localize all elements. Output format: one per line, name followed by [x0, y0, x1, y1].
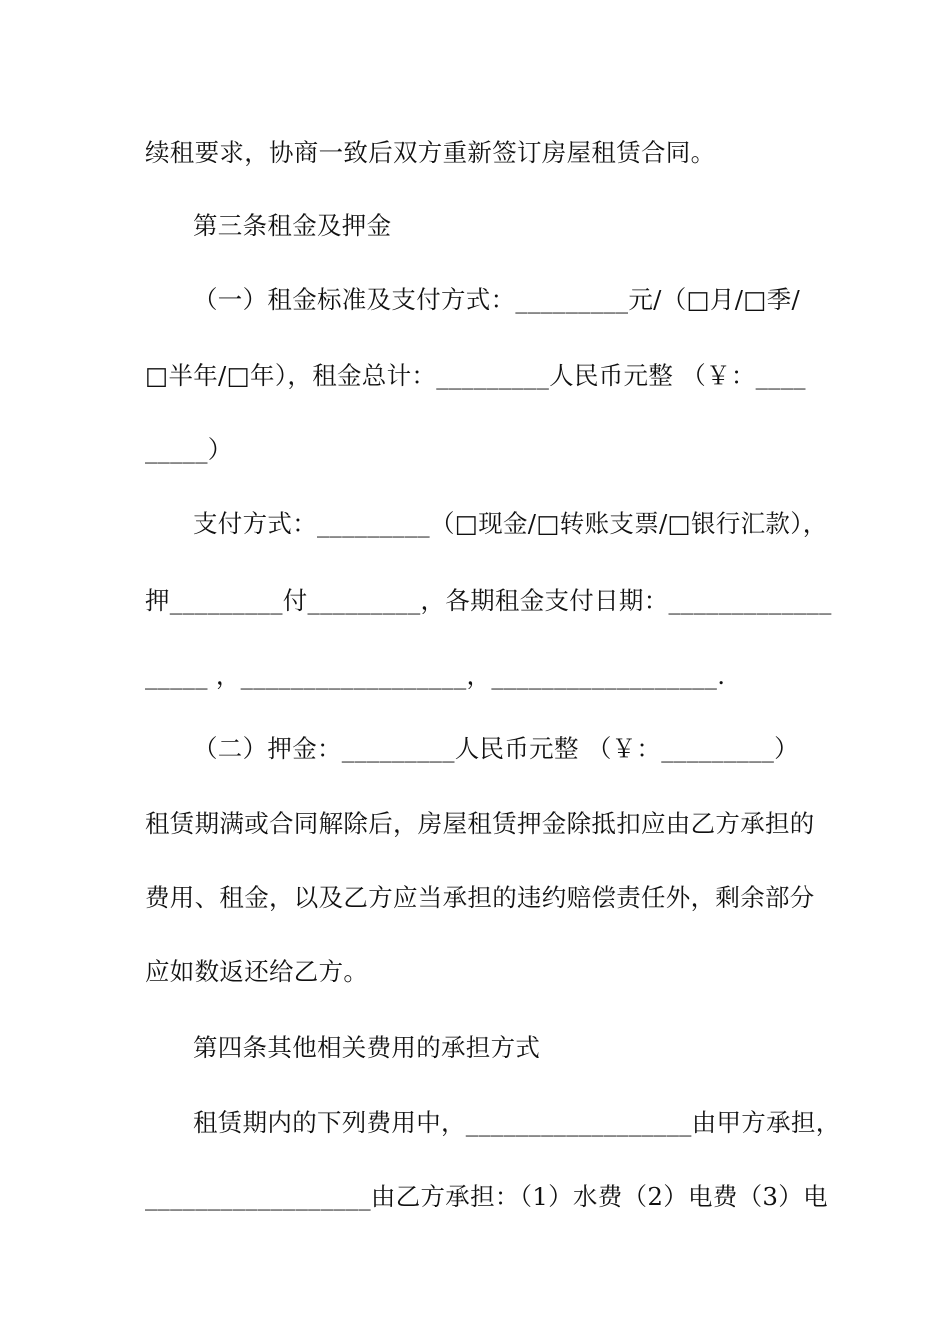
paragraph-line: 支付方式：_________（□现金/□转账支票/□银行汇款），: [193, 509, 828, 538]
section-heading: 第三条租金及押金: [193, 211, 392, 240]
paragraph-line: （二）押金：_________人民币元整 （￥：_________）: [193, 734, 799, 763]
paragraph-line: 续租要求，协商一致后双方重新签订房屋租赁合同。: [145, 138, 716, 167]
paragraph-line: __________________由乙方承担：（1）水费（2）电费（3）电: [145, 1182, 828, 1211]
paragraph-line: 费用、租金，以及乙方应当承担的违约赔偿责任外，剩余部分: [145, 883, 815, 912]
paragraph-line: 租赁期内的下列费用中，__________________由甲方承担，: [193, 1108, 841, 1137]
paragraph-line: 押_________付_________，各期租金支付日期：_____________: [145, 586, 832, 615]
paragraph-line: 租赁期满或合同解除后，房屋租赁押金除抵扣应由乙方承担的: [145, 809, 815, 838]
paragraph-line: 应如数返还给乙方。: [145, 957, 369, 986]
section-heading: 第四条其他相关费用的承担方式: [193, 1033, 541, 1062]
paragraph-line: （一）租金标准及支付方式：_________元/（□月/□季/: [193, 285, 801, 314]
paragraph-line: _____）: [145, 435, 233, 464]
paragraph-line: □半年/□年），租金总计：_________人民币元整 （￥：____: [145, 361, 806, 390]
paragraph-line: _____ ，__________________，__________________.: [145, 661, 726, 690]
